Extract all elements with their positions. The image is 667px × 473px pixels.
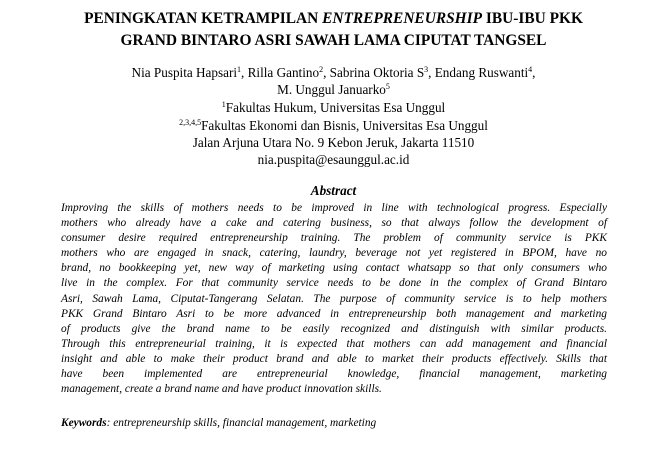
abstract-line: have been implemented are entrepreneurial knowledge, financial management, marketing [61,368,607,381]
abstract-line: Through this entrepreneurial training, it is expected that mothers can add management and financial [61,337,607,350]
abstract-line: brand, no bookkeeping yet, new way of marketing using contact whatsapp so that only consumers who [61,262,607,275]
affiliation-mark: 1 [221,100,226,109]
paper-title-line-1 [10,9,657,29]
author-name: , Sabrina Oktoria S [323,65,425,80]
title-text: IBU-IBU PKK [482,10,583,27]
contact-email: nia.puspita@esaunggul.ac.id [257,152,410,167]
author-separator: , [532,65,536,80]
affiliation-1 [0,99,667,116]
abstract-line: management, create a brand name and have product innovation skills. [61,383,382,396]
abstract-line: mothers who already have a cake and catering business, so that always follow the development of [61,217,607,230]
author-name: Nia Puspita Hapsari [131,65,238,80]
author-list-line-2 [0,81,667,98]
affiliation-2 [0,117,667,134]
affiliation-address: Jalan Arjuna Utara No. 9 Kebon Jeruk, Jakarta 11510 [192,135,475,150]
affiliation-mark: 2,3,4,5 [179,118,202,127]
author-affiliation-mark: 3 [424,65,429,74]
affiliation-text: Fakultas Ekonomi dan Bisnis, Universitas Esa Unggul [201,118,488,133]
author-name: M. Unggul Januarko [277,82,386,97]
keywords-label: Keywords [61,417,107,429]
abstract-line: mothers who are engaged in snack, catering, laundry, beverage not yet registered in BPOM, have no [61,247,607,260]
abstract-line: live in the complex. For that community service needs to be done in the complex of Grand Bintaro [61,277,607,290]
author-name: , Endang Ruswanti [428,65,529,80]
author-affiliation-mark: 4 [528,65,533,74]
keywords-text: : entrepreneurship skills, financial management, marketing [106,417,377,429]
author-name: , Rilla Gantino [241,65,320,80]
abstract-line: Asri, Sawah Lama, Ciputat-Tangerang Selatan. The purpose of community service is to help mothers [61,292,607,305]
keywords [61,416,376,431]
title-emphasis: ENTREPRENEURSHIP [322,10,483,27]
abstract-body [61,201,607,397]
author-affiliation-mark: 1 [237,65,242,74]
abstract-line: PKK Grand Bintaro Asri to be more advanced in entrepreneurship both management and marketing [61,307,607,320]
author-affiliation-mark: 2 [319,65,324,74]
affiliation-text: Fakultas Hukum, Universitas Esa Unggul [225,100,446,115]
author-affiliation-mark: 5 [385,82,390,91]
author-list [0,64,667,81]
abstract-line: consumer desire required entrepreneurship training. The problem of community service is PKK [61,232,607,245]
paper-title-line-2: GRAND BINTARO ASRI SAWAH LAMA CIPUTAT TANGSEL [120,32,547,49]
abstract-line: of products give the brand name to be easily recognized and distinguish with similar products. [61,322,607,335]
abstract-line: Improving the skills of mothers needs to be improved in line with technological progress. Especially [61,202,607,214]
abstract-line: insight and able to make their product brand and able to market their products effectively. Skills that [61,352,607,365]
abstract-heading: Abstract [310,183,357,198]
title-text: PENINGKATAN KETRAMPILAN [84,10,323,27]
